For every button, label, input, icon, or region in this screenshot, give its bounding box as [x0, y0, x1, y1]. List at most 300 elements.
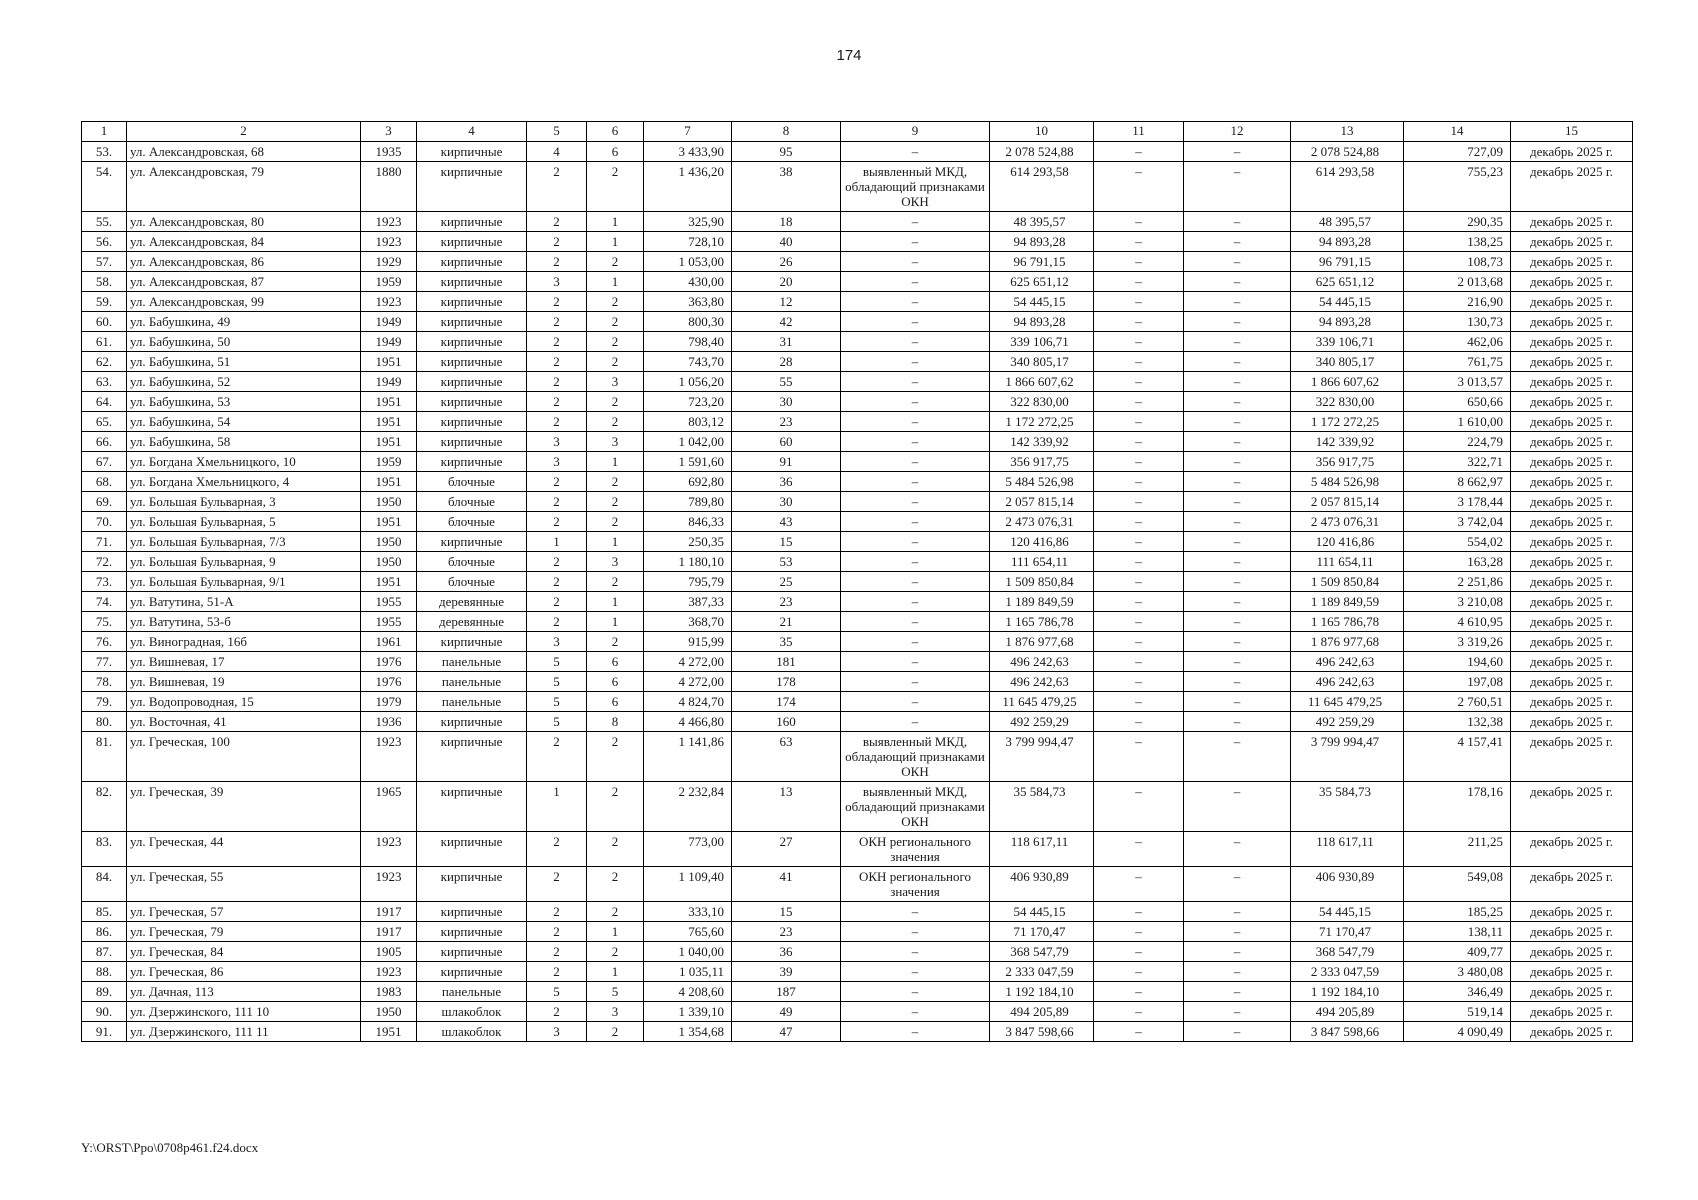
entrances-cell: 2 [587, 252, 644, 272]
residents-cell: 20 [732, 272, 841, 292]
entrances-cell: 2 [587, 867, 644, 902]
floors-cell: 2 [527, 392, 587, 412]
cost-col-13-cell: 48 395,57 [1291, 212, 1404, 232]
residents-cell: 174 [732, 692, 841, 712]
completion-date-cell: декабрь 2025 г. [1511, 782, 1633, 832]
address-cell: ул. Дзержинского, 111 10 [127, 1002, 361, 1022]
floors-cell: 2 [527, 252, 587, 272]
cost-col-12-cell: – [1184, 962, 1291, 982]
address-cell: ул. Бабушкина, 53 [127, 392, 361, 412]
wall-material-cell: кирпичные [417, 712, 527, 732]
cost-col-12-cell: – [1184, 352, 1291, 372]
entrances-cell: 3 [587, 1002, 644, 1022]
heritage-status-cell: – [841, 252, 990, 272]
completion-date-cell: декабрь 2025 г. [1511, 572, 1633, 592]
total-cost-cell: 2 078 524,88 [990, 142, 1094, 162]
table-row [82, 1002, 1633, 1022]
cost-per-sqm-cell: 108,73 [1404, 252, 1511, 272]
residents-cell: 49 [732, 1002, 841, 1022]
cost-col-13-cell: 614 293,58 [1291, 162, 1404, 212]
heritage-status-cell: – [841, 1022, 990, 1042]
row-index-cell: 61. [82, 332, 127, 352]
cost-col-12-cell: – [1184, 572, 1291, 592]
row-index-cell: 88. [82, 962, 127, 982]
total-area-cell: 1 354,68 [644, 1022, 732, 1042]
floors-cell: 5 [527, 672, 587, 692]
housing-register-table [81, 121, 1633, 1042]
wall-material-cell: шлакоблок [417, 1022, 527, 1042]
cost-per-sqm-cell: 130,73 [1404, 312, 1511, 332]
cost-col-13-cell: 11 645 479,25 [1291, 692, 1404, 712]
entrances-cell: 2 [587, 162, 644, 212]
floors-cell: 2 [527, 352, 587, 372]
cost-col-12-cell: – [1184, 532, 1291, 552]
row-index-cell: 78. [82, 672, 127, 692]
row-index-cell: 91. [82, 1022, 127, 1042]
wall-material-cell: кирпичные [417, 142, 527, 162]
cost-col-11-cell: – [1094, 312, 1184, 332]
address-cell: ул. Ватутина, 51-А [127, 592, 361, 612]
cost-per-sqm-cell: 211,25 [1404, 832, 1511, 867]
wall-material-cell: кирпичные [417, 372, 527, 392]
residents-cell: 41 [732, 867, 841, 902]
cost-per-sqm-cell: 197,08 [1404, 672, 1511, 692]
entrances-cell: 2 [587, 392, 644, 412]
cost-per-sqm-cell: 185,25 [1404, 902, 1511, 922]
cost-per-sqm-cell: 3 013,57 [1404, 372, 1511, 392]
completion-date-cell: декабрь 2025 г. [1511, 942, 1633, 962]
entrances-cell: 1 [587, 232, 644, 252]
year-built-cell: 1951 [361, 512, 417, 532]
entrances-cell: 2 [587, 352, 644, 372]
total-area-cell: 773,00 [644, 832, 732, 867]
residents-cell: 53 [732, 552, 841, 572]
entrances-cell: 1 [587, 962, 644, 982]
address-cell: ул. Греческая, 57 [127, 902, 361, 922]
year-built-cell: 1951 [361, 572, 417, 592]
cost-col-12-cell: – [1184, 612, 1291, 632]
cost-col-13-cell: 492 259,29 [1291, 712, 1404, 732]
floors-cell: 2 [527, 867, 587, 902]
table-row [82, 902, 1633, 922]
address-cell: ул. Дзержинского, 111 11 [127, 1022, 361, 1042]
floors-cell: 2 [527, 902, 587, 922]
completion-date-cell: декабрь 2025 г. [1511, 272, 1633, 292]
residents-cell: 25 [732, 572, 841, 592]
completion-date-cell: декабрь 2025 г. [1511, 902, 1633, 922]
address-cell: ул. Греческая, 84 [127, 942, 361, 962]
floors-cell: 2 [527, 312, 587, 332]
row-index-cell: 73. [82, 572, 127, 592]
row-index-cell: 68. [82, 472, 127, 492]
total-cost-cell: 3 847 598,66 [990, 1022, 1094, 1042]
residents-cell: 38 [732, 162, 841, 212]
heritage-status-cell: ОКН регионального значения [841, 867, 990, 902]
year-built-cell: 1951 [361, 472, 417, 492]
entrances-cell: 1 [587, 272, 644, 292]
total-cost-cell: 2 057 815,14 [990, 492, 1094, 512]
total-area-cell: 1 109,40 [644, 867, 732, 902]
wall-material-cell: кирпичные [417, 332, 527, 352]
cost-col-13-cell: 2 333 047,59 [1291, 962, 1404, 982]
heritage-status-cell: – [841, 142, 990, 162]
total-cost-cell: 494 205,89 [990, 1002, 1094, 1022]
row-index-cell: 72. [82, 552, 127, 572]
cost-col-12-cell: – [1184, 982, 1291, 1002]
total-area-cell: 325,90 [644, 212, 732, 232]
column-header: 2 [127, 122, 361, 142]
table-row [82, 942, 1633, 962]
entrances-cell: 2 [587, 572, 644, 592]
total-cost-cell: 2 333 047,59 [990, 962, 1094, 982]
heritage-status-cell: выявленный МКД, обладающий признаками ОКН [841, 162, 990, 212]
total-area-cell: 803,12 [644, 412, 732, 432]
column-header: 8 [732, 122, 841, 142]
residents-cell: 18 [732, 212, 841, 232]
table-row [82, 782, 1633, 832]
wall-material-cell: кирпичные [417, 432, 527, 452]
column-number-row [82, 122, 1633, 142]
cost-col-13-cell: 94 893,28 [1291, 312, 1404, 332]
address-cell: ул. Греческая, 55 [127, 867, 361, 902]
column-header: 3 [361, 122, 417, 142]
cost-col-11-cell: – [1094, 592, 1184, 612]
cost-per-sqm-cell: 346,49 [1404, 982, 1511, 1002]
cost-col-12-cell: – [1184, 867, 1291, 902]
total-area-cell: 728,10 [644, 232, 732, 252]
cost-col-11-cell: – [1094, 612, 1184, 632]
completion-date-cell: декабрь 2025 г. [1511, 352, 1633, 372]
residents-cell: 15 [732, 532, 841, 552]
residents-cell: 160 [732, 712, 841, 732]
residents-cell: 43 [732, 512, 841, 532]
cost-col-11-cell: – [1094, 372, 1184, 392]
cost-col-11-cell: – [1094, 532, 1184, 552]
row-index-cell: 70. [82, 512, 127, 532]
cost-per-sqm-cell: 4 157,41 [1404, 732, 1511, 782]
cost-col-12-cell: – [1184, 162, 1291, 212]
year-built-cell: 1976 [361, 672, 417, 692]
total-area-cell: 4 272,00 [644, 672, 732, 692]
table-row [82, 492, 1633, 512]
heritage-status-cell: – [841, 902, 990, 922]
cost-per-sqm-cell: 2 760,51 [1404, 692, 1511, 712]
wall-material-cell: панельные [417, 652, 527, 672]
table-row [82, 572, 1633, 592]
entrances-cell: 1 [587, 592, 644, 612]
wall-material-cell: кирпичные [417, 312, 527, 332]
cost-per-sqm-cell: 322,71 [1404, 452, 1511, 472]
cost-col-11-cell: – [1094, 552, 1184, 572]
heritage-status-cell: – [841, 352, 990, 372]
cost-col-11-cell: – [1094, 232, 1184, 252]
cost-col-13-cell: 496 242,63 [1291, 672, 1404, 692]
table-row [82, 452, 1633, 472]
row-index-cell: 77. [82, 652, 127, 672]
cost-col-12-cell: – [1184, 632, 1291, 652]
cost-col-13-cell: 406 930,89 [1291, 867, 1404, 902]
row-index-cell: 90. [82, 1002, 127, 1022]
cost-col-12-cell: – [1184, 922, 1291, 942]
address-cell: ул. Александровская, 84 [127, 232, 361, 252]
total-cost-cell: 1 172 272,25 [990, 412, 1094, 432]
floors-cell: 3 [527, 1022, 587, 1042]
address-cell: ул. Большая Бульварная, 9 [127, 552, 361, 572]
year-built-cell: 1949 [361, 372, 417, 392]
address-cell: ул. Вишневая, 17 [127, 652, 361, 672]
cost-per-sqm-cell: 3 210,08 [1404, 592, 1511, 612]
cost-col-11-cell: – [1094, 712, 1184, 732]
residents-cell: 178 [732, 672, 841, 692]
cost-col-11-cell: – [1094, 352, 1184, 372]
total-cost-cell: 356 917,75 [990, 452, 1094, 472]
row-index-cell: 58. [82, 272, 127, 292]
row-index-cell: 54. [82, 162, 127, 212]
heritage-status-cell: ОКН регионального значения [841, 832, 990, 867]
cost-per-sqm-cell: 132,38 [1404, 712, 1511, 732]
total-area-cell: 1 042,00 [644, 432, 732, 452]
cost-per-sqm-cell: 1 610,00 [1404, 412, 1511, 432]
cost-col-13-cell: 142 339,92 [1291, 432, 1404, 452]
address-cell: ул. Большая Бульварная, 7/3 [127, 532, 361, 552]
cost-col-12-cell: – [1184, 902, 1291, 922]
cost-col-12-cell: – [1184, 512, 1291, 532]
cost-per-sqm-cell: 3 319,26 [1404, 632, 1511, 652]
total-area-cell: 846,33 [644, 512, 732, 532]
entrances-cell: 2 [587, 292, 644, 312]
entrances-cell: 3 [587, 372, 644, 392]
entrances-cell: 2 [587, 732, 644, 782]
completion-date-cell: декабрь 2025 г. [1511, 867, 1633, 902]
heritage-status-cell: – [841, 312, 990, 332]
cost-col-13-cell: 1 189 849,59 [1291, 592, 1404, 612]
cost-col-11-cell: – [1094, 412, 1184, 432]
cost-col-12-cell: – [1184, 232, 1291, 252]
floors-cell: 2 [527, 472, 587, 492]
wall-material-cell: кирпичные [417, 732, 527, 782]
year-built-cell: 1917 [361, 902, 417, 922]
cost-col-12-cell: – [1184, 782, 1291, 832]
completion-date-cell: декабрь 2025 г. [1511, 392, 1633, 412]
floors-cell: 3 [527, 632, 587, 652]
wall-material-cell: панельные [417, 692, 527, 712]
file-path: Y:\ORST\Ppo\0708p461.f24.docx [81, 1140, 259, 1155]
entrances-cell: 2 [587, 332, 644, 352]
column-header: 4 [417, 122, 527, 142]
completion-date-cell: декабрь 2025 г. [1511, 652, 1633, 672]
wall-material-cell: кирпичные [417, 922, 527, 942]
address-cell: ул. Бабушкина, 54 [127, 412, 361, 432]
heritage-status-cell: – [841, 922, 990, 942]
entrances-cell: 6 [587, 672, 644, 692]
residents-cell: 95 [732, 142, 841, 162]
wall-material-cell: кирпичные [417, 392, 527, 412]
cost-col-11-cell: – [1094, 572, 1184, 592]
heritage-status-cell: – [841, 632, 990, 652]
cost-col-11-cell: – [1094, 492, 1184, 512]
table-row [82, 532, 1633, 552]
entrances-cell: 1 [587, 212, 644, 232]
cost-col-12-cell: – [1184, 692, 1291, 712]
cost-col-12-cell: – [1184, 312, 1291, 332]
cost-col-11-cell: – [1094, 1022, 1184, 1042]
cost-col-13-cell: 496 242,63 [1291, 652, 1404, 672]
cost-per-sqm-cell: 216,90 [1404, 292, 1511, 312]
cost-col-13-cell: 1 876 977,68 [1291, 632, 1404, 652]
row-index-cell: 57. [82, 252, 127, 272]
wall-material-cell: блочные [417, 512, 527, 532]
completion-date-cell: декабрь 2025 г. [1511, 1022, 1633, 1042]
table-row [82, 672, 1633, 692]
floors-cell: 2 [527, 212, 587, 232]
total-cost-cell: 1 866 607,62 [990, 372, 1094, 392]
completion-date-cell: декабрь 2025 г. [1511, 252, 1633, 272]
cost-col-11-cell: – [1094, 782, 1184, 832]
total-cost-cell: 3 799 994,47 [990, 732, 1094, 782]
cost-col-13-cell: 120 416,86 [1291, 532, 1404, 552]
wall-material-cell: блочные [417, 552, 527, 572]
residents-cell: 23 [732, 412, 841, 432]
row-index-cell: 67. [82, 452, 127, 472]
cost-col-13-cell: 111 654,11 [1291, 552, 1404, 572]
floors-cell: 2 [527, 592, 587, 612]
row-index-cell: 71. [82, 532, 127, 552]
address-cell: ул. Александровская, 79 [127, 162, 361, 212]
cost-col-12-cell: – [1184, 942, 1291, 962]
total-cost-cell: 322 830,00 [990, 392, 1094, 412]
year-built-cell: 1929 [361, 252, 417, 272]
cost-per-sqm-cell: 462,06 [1404, 332, 1511, 352]
table-row [82, 652, 1633, 672]
address-cell: ул. Бабушкина, 49 [127, 312, 361, 332]
total-area-cell: 1 141,86 [644, 732, 732, 782]
cost-col-11-cell: – [1094, 512, 1184, 532]
cost-col-11-cell: – [1094, 162, 1184, 212]
wall-material-cell: кирпичные [417, 452, 527, 472]
cost-col-11-cell: – [1094, 292, 1184, 312]
cost-col-12-cell: – [1184, 292, 1291, 312]
total-cost-cell: 1 192 184,10 [990, 982, 1094, 1002]
cost-col-12-cell: – [1184, 712, 1291, 732]
wall-material-cell: кирпичные [417, 272, 527, 292]
row-index-cell: 86. [82, 922, 127, 942]
page-number: 174 [836, 47, 862, 64]
total-area-cell: 743,70 [644, 352, 732, 372]
cost-col-11-cell: – [1094, 392, 1184, 412]
total-cost-cell: 2 473 076,31 [990, 512, 1094, 532]
year-built-cell: 1923 [361, 232, 417, 252]
address-cell: ул. Большая Бульварная, 3 [127, 492, 361, 512]
cost-col-13-cell: 1 165 786,78 [1291, 612, 1404, 632]
wall-material-cell: панельные [417, 982, 527, 1002]
column-header: 7 [644, 122, 732, 142]
floors-cell: 2 [527, 412, 587, 432]
wall-material-cell: деревянные [417, 592, 527, 612]
cost-col-12-cell: – [1184, 672, 1291, 692]
total-area-cell: 1 180,10 [644, 552, 732, 572]
column-header: 10 [990, 122, 1094, 142]
table-row [82, 352, 1633, 372]
total-area-cell: 1 591,60 [644, 452, 732, 472]
completion-date-cell: декабрь 2025 г. [1511, 372, 1633, 392]
address-cell: ул. Большая Бульварная, 5 [127, 512, 361, 532]
year-built-cell: 1983 [361, 982, 417, 1002]
completion-date-cell: декабрь 2025 г. [1511, 552, 1633, 572]
year-built-cell: 1951 [361, 432, 417, 452]
cost-col-13-cell: 5 484 526,98 [1291, 472, 1404, 492]
address-cell: ул. Виноградная, 16б [127, 632, 361, 652]
table-row [82, 612, 1633, 632]
cost-col-13-cell: 71 170,47 [1291, 922, 1404, 942]
row-index-cell: 55. [82, 212, 127, 232]
row-index-cell: 60. [82, 312, 127, 332]
table-body [82, 142, 1633, 1042]
entrances-cell: 6 [587, 692, 644, 712]
heritage-status-cell: – [841, 592, 990, 612]
floors-cell: 2 [527, 832, 587, 867]
wall-material-cell: кирпичные [417, 782, 527, 832]
address-cell: ул. Дачная, 113 [127, 982, 361, 1002]
cost-col-12-cell: – [1184, 252, 1291, 272]
wall-material-cell: кирпичные [417, 532, 527, 552]
completion-date-cell: декабрь 2025 г. [1511, 212, 1633, 232]
cost-col-13-cell: 94 893,28 [1291, 232, 1404, 252]
cost-col-12-cell: – [1184, 832, 1291, 867]
floors-cell: 1 [527, 782, 587, 832]
heritage-status-cell: – [841, 712, 990, 732]
entrances-cell: 2 [587, 632, 644, 652]
address-cell: ул. Восточная, 41 [127, 712, 361, 732]
total-area-cell: 4 272,00 [644, 652, 732, 672]
row-index-cell: 76. [82, 632, 127, 652]
cost-col-11-cell: – [1094, 832, 1184, 867]
wall-material-cell: панельные [417, 672, 527, 692]
address-cell: ул. Александровская, 68 [127, 142, 361, 162]
total-area-cell: 3 433,90 [644, 142, 732, 162]
year-built-cell: 1935 [361, 142, 417, 162]
floors-cell: 2 [527, 332, 587, 352]
total-cost-cell: 614 293,58 [990, 162, 1094, 212]
address-cell: ул. Богдана Хмельницкого, 10 [127, 452, 361, 472]
heritage-status-cell: – [841, 962, 990, 982]
entrances-cell: 1 [587, 612, 644, 632]
residents-cell: 23 [732, 922, 841, 942]
table-row [82, 922, 1633, 942]
year-built-cell: 1951 [361, 392, 417, 412]
cost-col-11-cell: – [1094, 272, 1184, 292]
heritage-status-cell: – [841, 612, 990, 632]
cost-col-13-cell: 322 830,00 [1291, 392, 1404, 412]
cost-col-11-cell: – [1094, 692, 1184, 712]
row-index-cell: 63. [82, 372, 127, 392]
total-cost-cell: 54 445,15 [990, 902, 1094, 922]
total-area-cell: 430,00 [644, 272, 732, 292]
floors-cell: 2 [527, 942, 587, 962]
floors-cell: 2 [527, 922, 587, 942]
cost-col-12-cell: – [1184, 552, 1291, 572]
cost-col-12-cell: – [1184, 412, 1291, 432]
total-area-cell: 4 466,80 [644, 712, 732, 732]
total-cost-cell: 120 416,86 [990, 532, 1094, 552]
cost-col-11-cell: – [1094, 142, 1184, 162]
year-built-cell: 1949 [361, 332, 417, 352]
row-index-cell: 65. [82, 412, 127, 432]
row-index-cell: 85. [82, 902, 127, 922]
floors-cell: 2 [527, 162, 587, 212]
total-cost-cell: 94 893,28 [990, 312, 1094, 332]
heritage-status-cell: – [841, 212, 990, 232]
heritage-status-cell: выявленный МКД, обладающий признаками ОКН [841, 732, 990, 782]
